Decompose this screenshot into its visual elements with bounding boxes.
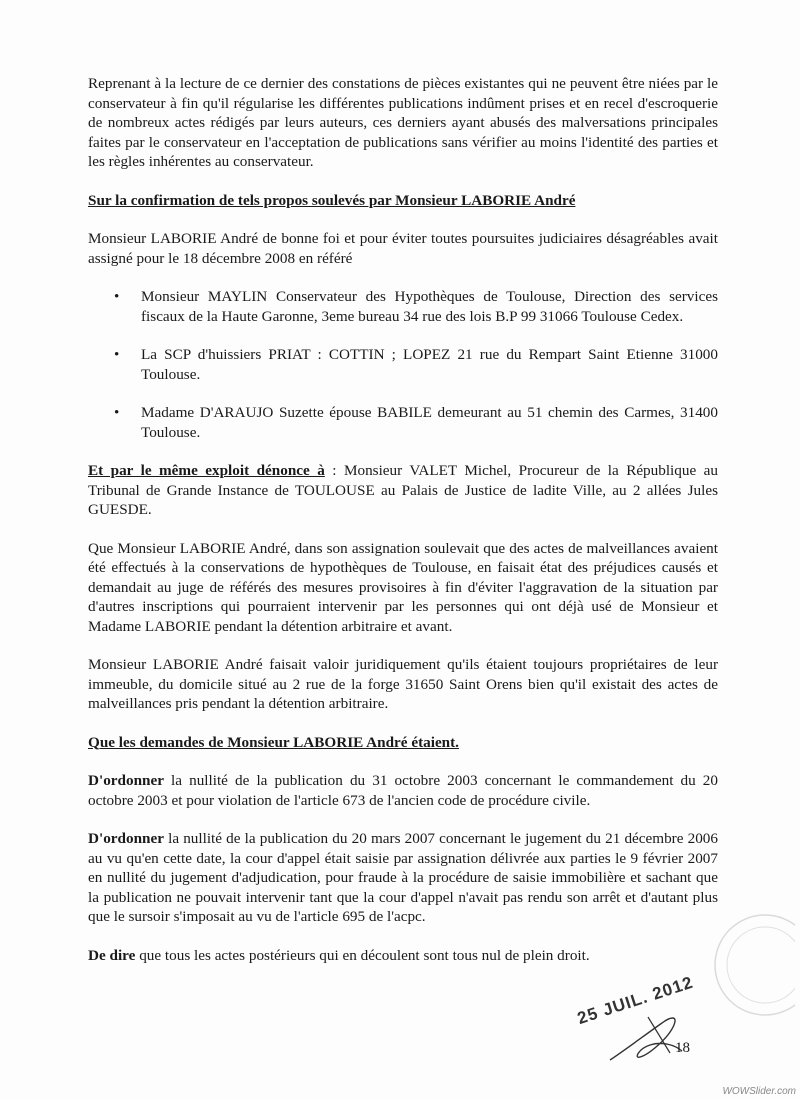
paragraph-intro: Reprenant à la lecture de ce dernier des constations de pièces existantes qui ne peuvent être niées par le conservateur à fin qu'il régularise les différentes publications indûment prises et en recel d'escroquerie de nombreux actes rédigés par leurs auteurs, ces derniers ayant abusés des malversations principales faites par le conservateur en l'acceptation de publications sans vérifier au moins l'identité des parties et les règles inhérentes au conservateur.	[88, 75, 718, 170]
paragraph-denonce	[88, 461, 718, 520]
paragraph-demande-1	[88, 771, 718, 810]
bullet-icon: •	[114, 404, 120, 421]
paragraph-assignation: Monsieur LABORIE André de bonne foi et pour éviter toutes poursuites judiciaires désagréables avait assigné pour le 18 décembre 2008 en référé	[88, 230, 718, 267]
denonce-text: : Monsieur VALET Michel, Procureur de la République au Tribunal de Grande Instance de TOULOUSE au Palais de Justice de ladite Ville, au 2 allées Jules GUESDE.	[88, 462, 719, 518]
demande-2-lead: D'ordonner	[88, 830, 164, 847]
list-item	[88, 287, 718, 326]
list-item	[88, 403, 718, 442]
denonce-lead: Et par le même exploit dénonce à	[88, 462, 325, 479]
paragraph-demande-2	[88, 829, 718, 927]
official-seal-icon	[705, 905, 795, 1025]
bullet-icon: •	[114, 288, 120, 305]
defendants-list	[88, 287, 718, 442]
date-stamp: 25 JUIL. 2012	[575, 972, 696, 1029]
section-heading-demandes: Que les demandes de Monsieur LABORIE André étaient.	[88, 733, 459, 751]
demande-1-lead: D'ordonner	[88, 772, 164, 789]
list-item	[88, 345, 718, 384]
signature-icon	[600, 1005, 690, 1070]
section-heading-confirmation: Sur la confirmation de tels propos soulevés par Monsieur LABORIE André	[88, 191, 576, 209]
paragraph-malveillances: Que Monsieur LABORIE André, dans son assignation soulevait que des actes de malveillances avaient été effectués à la conservations de hypothèques de Toulouse, en faisait état des préjudices causés et demandait au juge de référés des mesures provisoires à fin d'éviter l'aggravation de la situation par d'autres inscriptions qui pourraient intervenir par les personnes qui ont déjà usé de Monsieur et Madame LABORIE pendant la détention arbitraire et avant.	[88, 539, 718, 635]
demande-3-text: que tous les actes postérieurs qui en découlent sont tous nul de plein droit.	[135, 946, 590, 964]
paragraph-demande-3	[88, 946, 718, 966]
list-item-text: La SCP d'huissiers PRIAT : COTTIN ; LOPEZ 21 rue du Rempart Saint Etienne 31000 Toulouse.	[141, 346, 718, 383]
watermark-text: WOWSlider.com	[722, 1086, 796, 1097]
document-body	[88, 74, 718, 984]
demande-2-text: la nullité de la publication du 20 mars 2007 concernant le jugement du 21 décembre 2006 au vu qu'en cette date, la cour d'appel était saisie par assignation délivrée aux parties le 9 février 2007 en nullité du jugement d'adjudication, pour fraude à la procédure de saisie immobilière et sachant que la publication ne pouvait intervenir tant que la cour d'appel n'avait pas rendu son arrêt et d'autant plus que le sursoir s'imposait au vu de l'article 695 de l'acpc.	[88, 830, 718, 925]
demande-1-text: la nullité de la publication du 31 octobre 2003 concernant le commandement du 20 octobre 2003 et pour violation de l'article 673 de l'ancien code de procédure civile.	[88, 772, 718, 809]
list-item-text: Madame D'ARAUJO Suzette épouse BABILE demeurant au 51 chemin des Carmes, 31400 Toulouse.	[141, 404, 718, 441]
page-number: 18	[675, 1040, 690, 1056]
list-item-text: Monsieur MAYLIN Conservateur des Hypothèques de Toulouse, Direction des services fiscaux de la Haute Garonne, 3eme bureau 34 rue des lois B.P 99 31066 Toulouse Cedex.	[141, 288, 718, 325]
paragraph-proprietaires: Monsieur LABORIE André faisait valoir juridiquement qu'ils étaient toujours propriétaires de leur immeuble, du domicile situé au 2 rue de la forge 31650 Saint Orens bien qu'il existait des actes de malveillances pris pendant la détention arbitraire.	[88, 656, 718, 712]
demande-3-lead: De dire	[88, 946, 136, 964]
bullet-icon: •	[114, 346, 120, 363]
